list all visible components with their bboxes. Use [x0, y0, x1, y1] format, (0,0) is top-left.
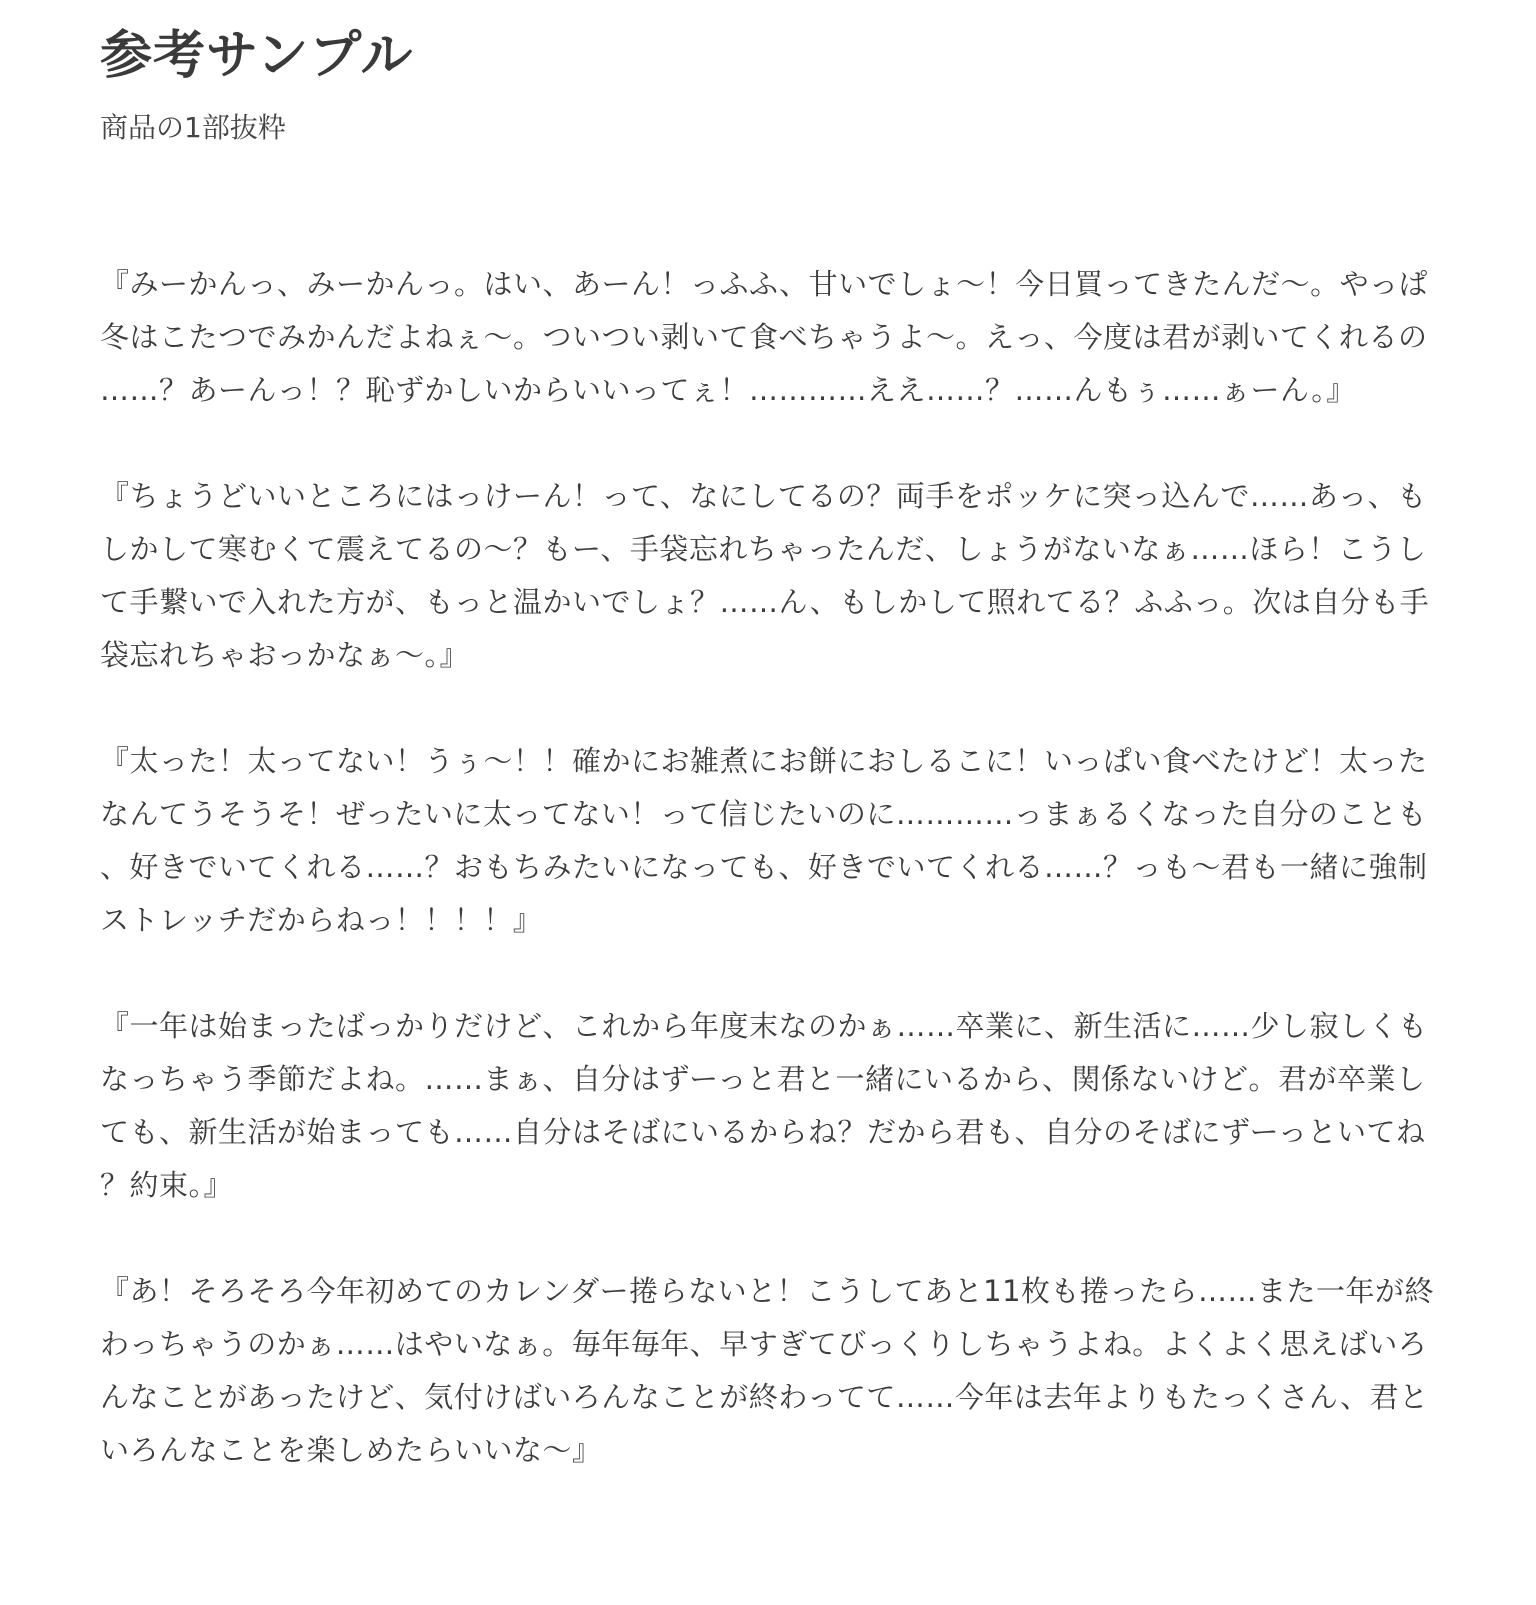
sample-paragraph-5: 『あ！そろそろ今年初めてのカレンダー捲らないと！こうしてあと11枚も捲ったら……また一年が終わっちゃうのかぁ……はやいなぁ。毎年毎年、早すぎてびっくりしちゃうよね。よくよく思えばいろんなことがあったけど、気付けばいろんなことが終わってて……今年は去年よりもたっくさん、君といろんなことを楽しめたらいいな〜』 — [100, 1274, 1435, 1467]
sample-text-list — [100, 258, 1440, 1477]
sample-paragraph-3: 『太った！太ってない！うぅ〜！！確かにお雑煮にお餅におしるこに！いっぱい食べたけど！太ったなんてうそうそ！ぜったいに太ってない！って信じたいのに…………っまぁるくなった自分のことも、好きでいてくれる……？おもちみたいになっても、好きでいてくれる……？っも〜君も一緒に強制ストレッチだからねっ！！！！』 — [100, 744, 1428, 937]
sample-paragraph-2: 『ちょうどいいところにはっけーん！って、なにしてるの？両手をポッケに突っ込んで……あっ、もしかして寒むくて震えてるの〜？もー、手袋忘れちゃったんだ、しょうがないなぁ……ほら！こうして手繋いで入れた方が、もっと温かいでしょ？……ん、もしかして照れてる？ふふっ。次は自分も手袋忘れちゃおっかなぁ〜。』 — [100, 479, 1430, 672]
page-title: 参考サンプル — [100, 26, 414, 86]
sample-paragraph-4: 『一年は始まったばっかりだけど、これから年度末なのかぁ……卒業に、新生活に……少し寂しくもなっちゃう季節だよね。……まぁ、自分はずーっと君と一緒にいるから、関係ないけど。君が卒業しても、新生活が始まっても……自分はそばにいるからね？だから君も、自分のそばにずーっといてね？約束。』 — [100, 1009, 1428, 1202]
page-subtitle: 商品の1部抜粋 — [100, 111, 286, 144]
sample-paragraph-1: 『みーかんっ、みーかんっ。はい、あーん！っふふ、甘いでしょ〜！今日買ってきたんだ〜。やっぱ冬はこたつでみかんだよねぇ〜。ついつい剥いて食べちゃうよ〜。えっ、今度は君が剥いてくれるの……？あーんっ！？恥ずかしいからいいってぇ！…………ええ……？……んもぅ……ぁーん。』 — [100, 267, 1429, 407]
document-page — [100, 0, 1440, 1530]
